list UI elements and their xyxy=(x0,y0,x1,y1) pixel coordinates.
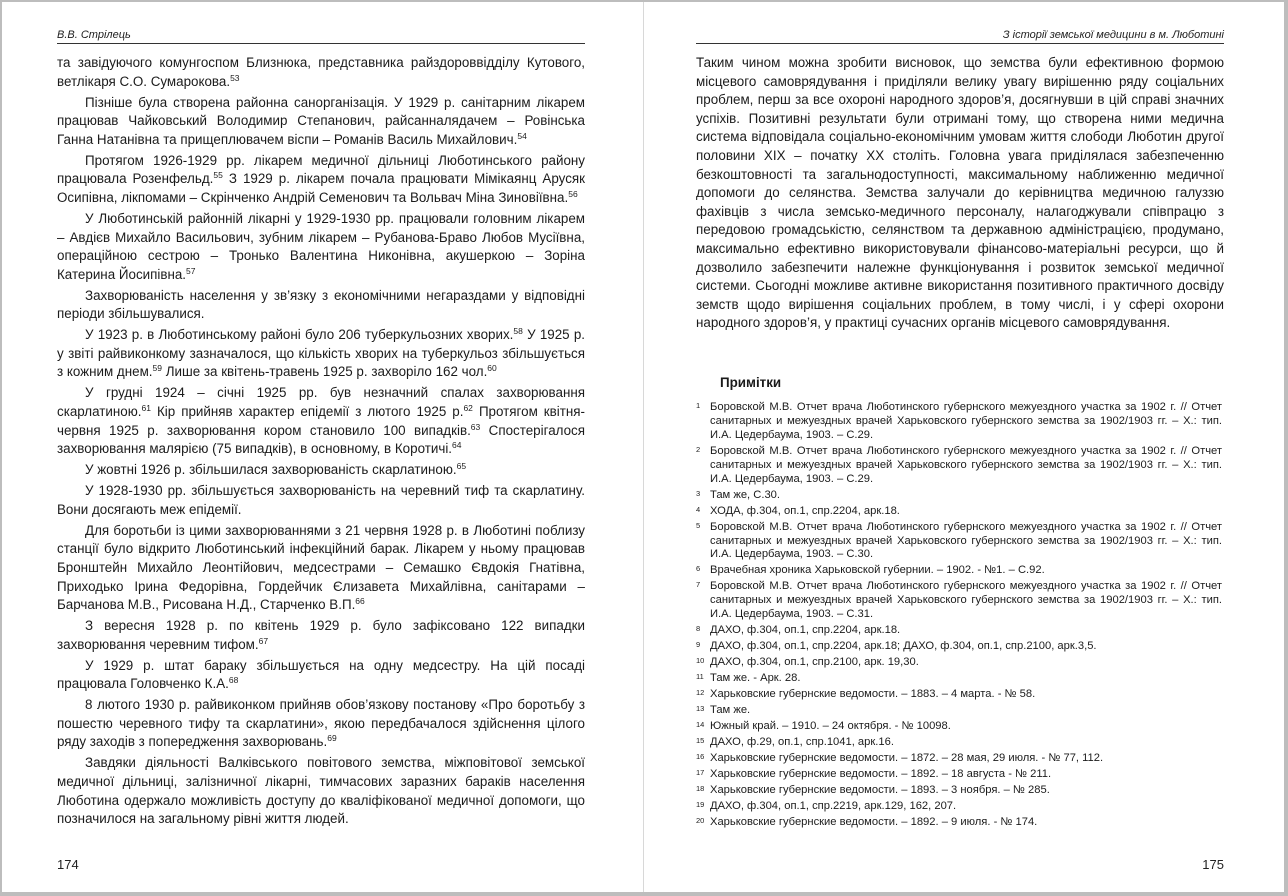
paragraph-text: Кір прийняв характер епідемії з лютого 1925 р. xyxy=(150,404,464,420)
footnote-ref: 62 xyxy=(463,403,473,414)
paragraph-text: Таким чином можна зробити висновок, що земства були ефективною формою місцевого самоврядування і приділяли велику увагу вирішенню ряду соціальних проблем, перш за все охороні народного здоров’я, досягнувши в цій справі значних успіхів. Позитивні результати були отримані тому, що створена ними медична система відповідала соціально-економічним умовам життя слободи Люботин другої половини ХІХ – початку ХХ століть. Головна увага приділялася забезпеченню безкоштовності та загальнодоступності, максимальному наближенню медичної допомоги до селянства. Земства залучали до керівництва медичною галуззю фахівців з числа земсько-медичного персоналу, налагоджували співпрацю з передовою громадськістю, селянством та державною адміністрацією, продумано, максимально ефективно використовували фінансово-матеріальні ресурси, що й дозволило забезпечити належне функціонування і розвиток земської медичної системи. Сьогодні можливе активне використання позитивного практичного досвіду земств щодо вирішення соціальних проблем, в тому числі, і у сфері охорони народного здоров’я, у практиці сучасних органів місцевого самоврядування. xyxy=(696,55,1224,331)
note-item xyxy=(696,656,1222,670)
note-number: 17 xyxy=(696,768,705,778)
note-item xyxy=(696,752,1222,766)
note-item xyxy=(696,505,1222,519)
note-text: ДАХО, ф.304, оп.1, спр.2219, арк.129, 162, 207. xyxy=(710,800,957,813)
footnote-ref: 55 xyxy=(213,170,223,181)
note-number: 8 xyxy=(696,624,701,634)
footnote-ref: 54 xyxy=(517,130,527,141)
note-text: ДАХО, ф.304, оп.1, спр.2204, арк.18. xyxy=(710,624,901,637)
footnote-ref: 59 xyxy=(152,363,162,374)
note-text: ДАХО, ф.29, оп.1, спр.1041, арк.16. xyxy=(710,736,894,749)
note-text: Боровской М.В. Отчет врача Люботинского губернского межуездного участка за 1902 г. // Отчет санитарных и межуездных врачей Харьковского губернского земства за 1902/1903 гг. – Х.: тип. И.А. Цедербаума, 1903. – С.29. xyxy=(710,401,1222,441)
footnote-ref: 63 xyxy=(470,421,481,432)
footnote-ref: 65 xyxy=(456,461,467,472)
paragraph-text: У 1929 р. штат бараку збільшується на одну медсестру. На цій посаді працювала Головченко К.А. xyxy=(57,657,585,692)
paragraph-text: Протягом квітня-червня 1925 р. захворювання кором становило 100 випадків. xyxy=(57,404,585,438)
paragraph-text: У грудні 1924 – січні 1925 рр. був незначний спалах захворювання скарлатиною. xyxy=(57,385,585,420)
paragraph-text: та завідуючого комунгоспом Близнюка, представника райздороввідділу Кутового, ветлікаря С.О. Сумарокова. xyxy=(57,55,585,89)
paragraph-text: З 1929 р. лікарем почала працювати Мімікаянц Арусяк Осипівна, лікпомами – Скрінченко Андрій Семенович та Вольвач Міна Зиновіївна. xyxy=(57,171,585,205)
left-body-text xyxy=(57,54,585,831)
notes-list xyxy=(696,401,1222,832)
notes-heading: Примітки xyxy=(720,375,782,390)
footnote-ref: 57 xyxy=(186,265,196,276)
note-text: Харьковские губернские ведомости. – 1872. – 28 мая, 29 июля. - № 77, 112. xyxy=(710,752,1104,765)
note-text: Харьковские губернские ведомости. – 1883. – 4 марта. - № 58. xyxy=(710,688,1036,701)
note-number: 13 xyxy=(696,704,705,714)
note-item xyxy=(696,521,1222,563)
note-number: 5 xyxy=(696,520,701,530)
footnote-ref: 60 xyxy=(487,363,497,374)
running-head-title: З історії земської медицини в м. Люботині xyxy=(1002,29,1224,41)
paragraph xyxy=(57,754,585,828)
note-item xyxy=(696,816,1222,830)
footnote-ref: 64 xyxy=(452,440,462,451)
footnote-ref: 66 xyxy=(355,596,365,607)
note-text: Там же. - Арк. 28. xyxy=(710,672,801,685)
paragraph-text: У 1925 р. у звіті райвиконкому зазначалося, що кількість хворих на туберкульоз збільшується з кожним днем. xyxy=(57,327,586,380)
note-text: ХОДА, ф.304, оп.1, спр.2204, арк.18. xyxy=(710,504,900,517)
paragraph-text: У жовтні 1926 р. збільшилася захворюваність скарлатиною. xyxy=(85,462,457,478)
note-text: Харьковские губернские ведомости. – 1892. – 9 июля. - № 174. xyxy=(710,816,1038,829)
paragraph-text: У 1923 р. в Люботинському районі було 206 туберкульозних хворих. xyxy=(85,327,514,343)
paragraph xyxy=(57,94,585,150)
note-item xyxy=(696,720,1222,734)
paragraph-text: Лише за квітень-травень 1925 р. захворіло 162 чол. xyxy=(161,364,488,380)
paragraph xyxy=(57,657,585,694)
note-number: 3 xyxy=(696,488,701,498)
right-page xyxy=(644,2,1284,892)
paragraph xyxy=(696,54,1224,333)
paragraph xyxy=(57,461,585,480)
paragraph-text: У Люботинській районній лікарні у 1929-1930 рр. працювали головним лікарем – Авдієв Михайло Васильович, зубним лікарем – Рубанова-Браво Любов Мусіївна, операційною сестрою – Тронько Валентина Никонівна, акушеркою – Зоріна Катерина Йосипівна. xyxy=(57,210,585,282)
note-number: 2 xyxy=(696,444,701,454)
note-item xyxy=(696,688,1222,702)
note-item xyxy=(696,564,1222,578)
paragraph xyxy=(57,54,585,91)
paragraph xyxy=(57,152,585,208)
note-item xyxy=(696,784,1222,798)
note-number: 6 xyxy=(696,564,701,574)
note-number: 20 xyxy=(696,816,705,826)
footnote-ref: 67 xyxy=(258,635,269,646)
paragraph-text: Для боротьби із цими захворюваннями з 21 червня 1928 р. в Люботині поблизу станції було відкрито Люботинський інфекційний барак. Лікарем у ньому працював Бронштейн Михайло Леонтійович, медсестрами – Семашко Євдокія Гнатівна, Приходько Ірина Федорівна, Гордейчик Єлизавета Михайлівна, санітарами – Барчанова М.В., Рисована Н.Д., Старченко В.П. xyxy=(57,522,585,613)
note-number: 11 xyxy=(696,672,704,682)
note-number: 9 xyxy=(696,640,701,650)
note-text: ДАХО, ф.304, оп.1, спр.2204, арк.18; ДАХО, ф.304, оп.1, спр.2100, арк.3,5. xyxy=(710,640,1097,653)
paragraph xyxy=(57,287,585,324)
note-text: Там же, С.30. xyxy=(710,488,781,501)
paragraph-text: Протягом 1926-1929 рр. лікарем медичної дільниці Люботинського району працювала Розенфельд. xyxy=(57,152,585,187)
note-text: Боровской М.В. Отчет врача Люботинского губернского межуездного участка за 1902 г. // Отчет санитарных и межуездных врачей Харьковского губернского земства за 1902/1903 гг. – Х.: тип. И.А. Цедербаума, 1903. – С.30. xyxy=(710,520,1222,561)
note-number: 18 xyxy=(696,784,705,794)
note-item xyxy=(696,736,1222,750)
note-item xyxy=(696,672,1222,686)
left-page xyxy=(2,2,642,892)
paragraph xyxy=(57,522,585,615)
note-text: Врачебная хроника Харьковской губернии. – 1902. - №1. – С.92. xyxy=(710,564,1045,577)
paragraph-text: 8 лютого 1930 р. райвиконком прийняв обов’язкову постанову «Про боротьбу з пошестю черевного тифу та скарлатини», якою передбачалося здійснення цілого ряду заходів з попередження захворювань. xyxy=(57,697,585,750)
note-number: 1 xyxy=(696,401,701,410)
footnote-ref: 58 xyxy=(513,326,523,337)
book-spread xyxy=(2,2,1284,892)
note-number: 19 xyxy=(696,800,705,810)
note-number: 10 xyxy=(696,656,705,666)
note-item xyxy=(696,704,1222,718)
note-item xyxy=(696,640,1222,654)
note-text: Харьковские губернские ведомости. – 1892. – 18 августа - № 211. xyxy=(710,768,1052,781)
footnote-ref: 53 xyxy=(230,72,240,83)
page-number: 175 xyxy=(1202,857,1224,872)
note-item xyxy=(696,445,1222,487)
note-item xyxy=(696,401,1222,443)
paragraph-text: Пізніше була створена районна санорганізація. У 1929 р. санітарним лікарем працював Чайковський Володимир Степанович, райсанналядачем – Ровінська Ганна Натанівна та прищеплювачем віспи – Романів Василь Михайлович. xyxy=(57,94,585,147)
note-item xyxy=(696,800,1222,814)
note-item xyxy=(696,624,1222,638)
paragraph xyxy=(57,482,585,519)
paragraph-text: З вересня 1928 р. по квітень 1929 р. було зафіксовано 122 випадки захворювання черевним тифом. xyxy=(57,618,585,652)
note-number: 16 xyxy=(696,752,705,762)
note-number: 15 xyxy=(696,736,705,746)
paragraph-text: Спостерігалося захворювання малярією (75 випадків), в основному, в Коротичі. xyxy=(57,422,585,457)
note-text: Там же. xyxy=(710,704,751,717)
right-body-text xyxy=(696,54,1224,335)
paragraph xyxy=(57,617,585,654)
note-number: 12 xyxy=(696,688,705,698)
footnote-ref: 69 xyxy=(327,733,337,744)
paragraph xyxy=(57,696,585,752)
paragraph-text: У 1928-1930 рр. збільшується захворюваність на черевний тиф та скарлатину. Вони досягають меж епідемії. xyxy=(57,483,585,517)
note-text: Боровской М.В. Отчет врача Люботинского губернского межуездного участка за 1902 г. // Отчет санитарных и межуездных врачей Харьковского губернского земства за 1902/1903 гг. – Х.: тип. И.А. Цедербаума, 1903. – С.29. xyxy=(710,444,1222,485)
paragraph xyxy=(57,210,585,284)
note-text: ДАХО, ф.304, оп.1, спр.2100, арк. 19,30. xyxy=(710,656,919,669)
paragraph xyxy=(57,326,585,382)
note-number: 7 xyxy=(696,580,701,590)
header-rule xyxy=(57,43,585,44)
note-item xyxy=(696,489,1222,503)
note-text: Харьковские губернские ведомости. – 1893. – 3 ноября. – № 285. xyxy=(710,784,1050,797)
paragraph-text: Захворюваність населення у зв’язку з економічними негараздами у відповідні періоди збільшувалися. xyxy=(57,287,585,322)
page-number: 174 xyxy=(57,857,79,872)
note-item xyxy=(696,580,1222,622)
footnote-ref: 56 xyxy=(568,188,578,199)
note-number: 14 xyxy=(696,720,705,730)
note-number: 4 xyxy=(696,504,701,514)
note-text: Боровской М.В. Отчет врача Люботинского губернского межуездного участка за 1902 г. // Отчет санитарных и межуездных врачей Харьковского губернского земства за 1902/1903 гг. – Х.: тип. И.А. Цедербаума, 1903. – С.31. xyxy=(710,580,1222,621)
footnote-ref: 68 xyxy=(228,675,239,686)
footnote-ref: 61 xyxy=(141,403,151,414)
header-rule xyxy=(696,43,1224,44)
note-item xyxy=(696,768,1222,782)
paragraph-text: Завдяки діяльності Валківського повітового земства, міжповітової земської медичної дільниці, залізничної лікарні, тимчасових заразних бараків населення Люботина одержало можливість доступу до кваліфікованої медичної допомоги, що позначилося на загальному рівні життя людей. xyxy=(57,755,585,827)
running-head-author: В.В. Стрілець xyxy=(57,29,131,41)
paragraph xyxy=(57,384,585,458)
note-text: Южный край. – 1910. – 24 октября. - № 10098. xyxy=(710,720,951,733)
